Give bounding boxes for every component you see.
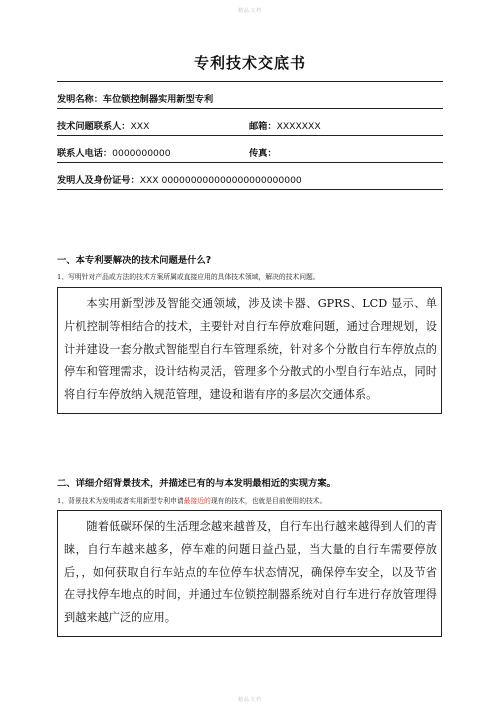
- info-row-phone: [57, 136, 443, 163]
- contact-field: [57, 118, 149, 132]
- phone-field: [57, 145, 171, 159]
- info-row-invention-name: [57, 81, 443, 109]
- section2-body: 随着低碳环保的生活理念越来越普及，自行车出行越来越得到人们的青睐，自行车越来越多，停车难的问题日益凸显，当大量的自行车需要停放后，，如何获取自行车站点的车位停车状态情况，确保停车安全，以及节省在寻找停车地点的时间，并通过车位锁控制器系统对自行车进行存放管理得到越来越广泛的应用。: [64, 520, 437, 625]
- contact-value: XXX: [130, 121, 150, 132]
- info-row-contact: [57, 109, 443, 136]
- fax-label: 传真：: [249, 148, 277, 159]
- email-value: XXXXXXX: [276, 121, 321, 132]
- section2-note: [57, 495, 326, 505]
- section1-body: 本实用新型涉及智能交通领域，涉及读卡器、GPRS、LCD 显示、单片机控制等相结合的技术，主要针对自行车停放难问题，通过合理规划，设计并建设一套分散式智能型自行车管理系统，针对多个分散自行车停放点的停车和管理需求，设计结构灵活，管理多个分散式的小型自行车站点，同时将自行车停放纳入规范管理，建设和谐有序的多层次交通体系。: [64, 297, 437, 402]
- section2-note-highlight: 最接近的: [183, 497, 211, 505]
- email-label: 邮箱：: [249, 121, 277, 132]
- section1-note: 1、写明针对产品或方法的技术方案所属或直接应用的具体技术领域，解决的技术问题。: [57, 273, 320, 281]
- section2-heading: 二、详细介绍背景技术，并描述已有的与本发明最相近的实现方案。: [57, 478, 336, 489]
- section1-body-box: [57, 287, 442, 414]
- invention-name: 发明名称：车位锁控制器实用新型专利: [57, 94, 214, 105]
- email-field: [249, 118, 321, 132]
- phone-value: 0000000000: [112, 148, 171, 159]
- header-watermark: 精品文档: [237, 8, 262, 14]
- info-row-inventor: [57, 163, 443, 190]
- inventor-label: 发明人及身份证号：: [57, 175, 140, 186]
- document-title: 专利技术交底书: [193, 54, 306, 72]
- footer-watermark: 精品文档: [237, 697, 262, 703]
- contact-label: 技术问题联系人：: [57, 121, 131, 132]
- inventor-value: XXX 000000000000000000000000: [139, 175, 302, 186]
- section2-body-box: [57, 510, 442, 637]
- section2-note-post: 现有的技术，也就是目前使用的技术。: [210, 497, 327, 505]
- section1-heading: 一、本专利要解决的技术问题是什么?: [57, 255, 212, 266]
- info-table: [57, 81, 443, 190]
- phone-label: 联系人电话：: [57, 148, 113, 159]
- inventor-field: [57, 172, 302, 186]
- section2-note-pre: 1、背景技术为发明或者实用新型专利申请: [57, 497, 184, 505]
